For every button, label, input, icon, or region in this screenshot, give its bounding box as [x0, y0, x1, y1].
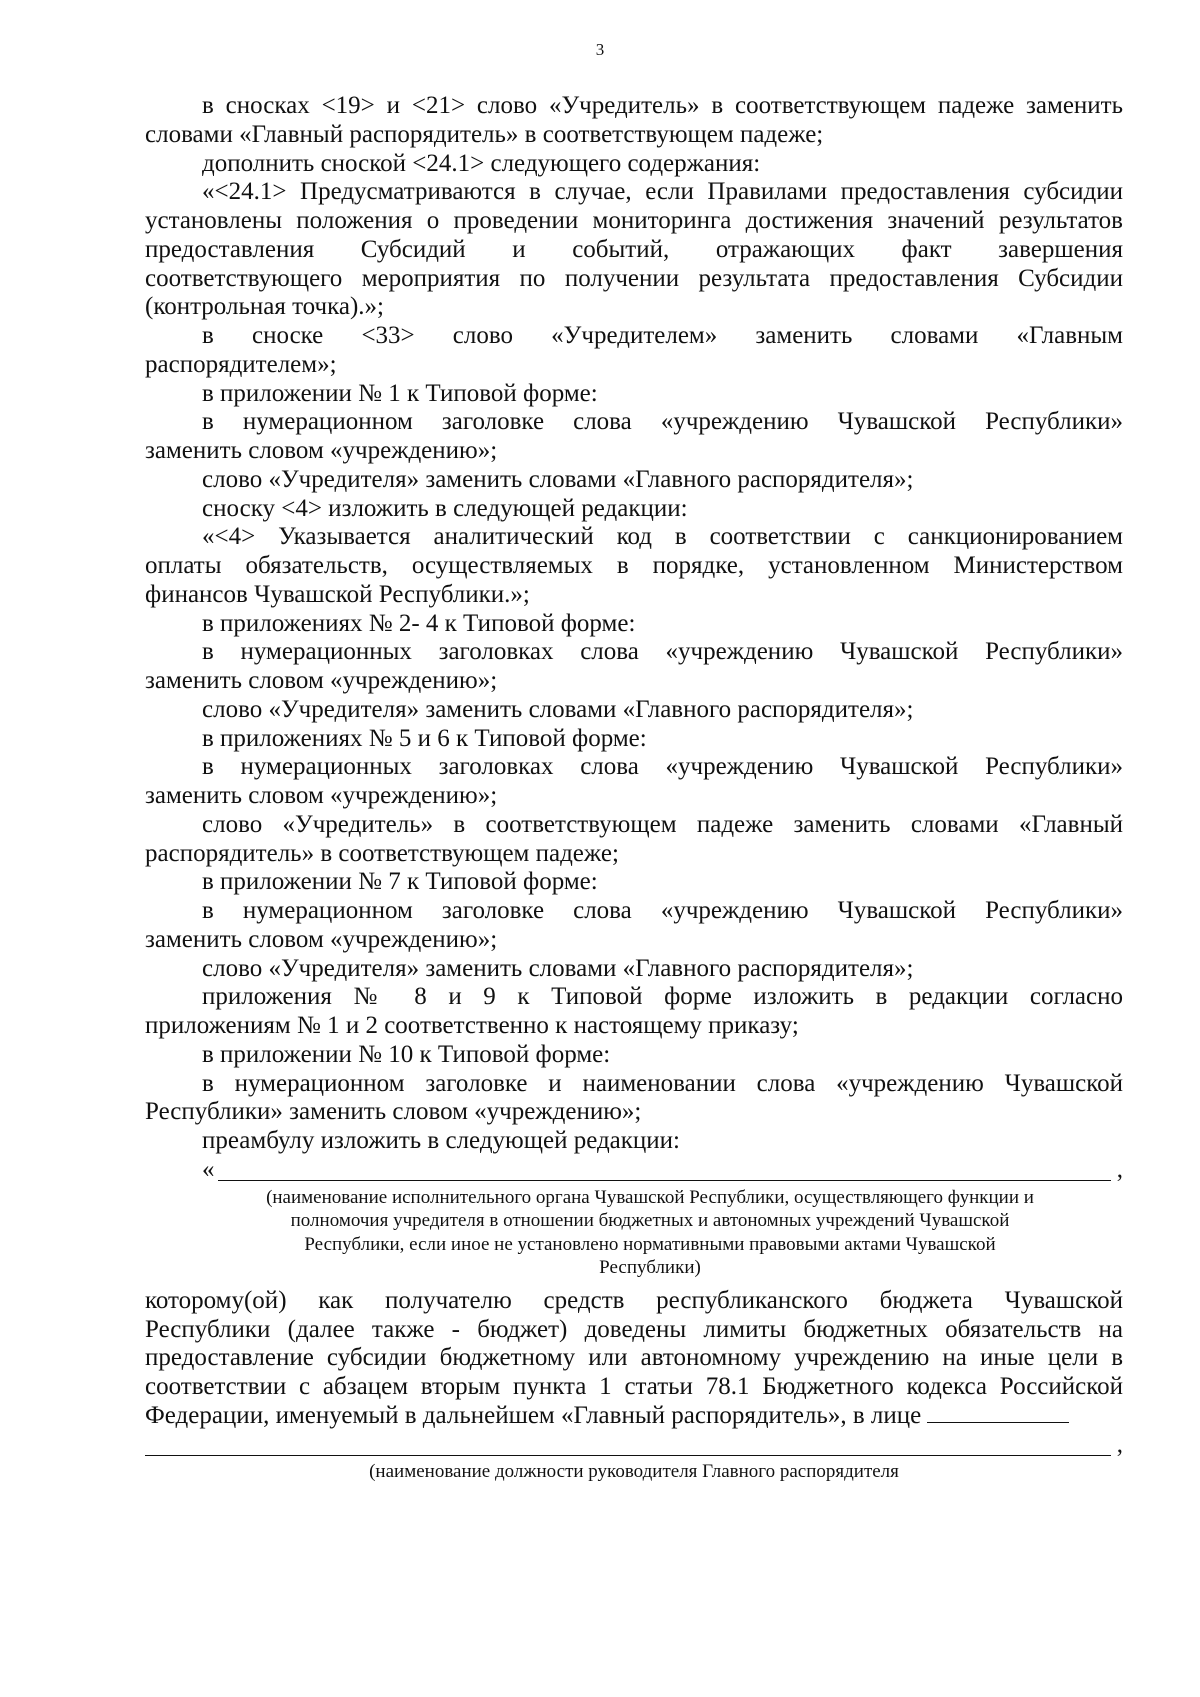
- text-line: финансов Чувашской Республики.»;: [145, 580, 530, 608]
- text-line: в нумерационном заголовке и наименовании слова «учреждению Чувашской: [202, 1069, 1123, 1097]
- text-line: преамбулу изложить в следующей редакции:: [202, 1127, 681, 1154]
- caption-line: Республики): [599, 1257, 701, 1279]
- text-line: (контрольная точка).»;: [145, 293, 384, 321]
- text-line: «<24.1> Предусматриваются в случае, если Правилами предоставления субсидии: [202, 178, 1123, 206]
- caption-line: полномочия учредителя в отношении бюджетных и автономных учреждений Чувашской: [290, 1210, 1010, 1232]
- text-line: в приложениях № 5 и 6 к Типовой форме:: [202, 724, 647, 752]
- text-line: заменить словом «учреждению»;: [145, 667, 498, 694]
- text-line: заменить словом «учреждению»;: [145, 925, 498, 953]
- text-line: Республики» заменить словом «учреждению»;: [145, 1098, 642, 1126]
- text-line: «<4> Указывается аналитический код в соответствии с санкционированием: [202, 523, 1123, 551]
- text-line: распорядителем»;: [145, 350, 337, 378]
- text-line: слово «Учредитель» в соответствующем падеже заменить словами «Главный: [202, 810, 1123, 838]
- text-line: Республики (далее также - бюджет) доведены лимиты бюджетных обязательств на: [145, 1315, 1123, 1343]
- preamble-blank-line: [202, 1154, 1123, 1186]
- trailing-comma: ,: [1116, 1155, 1123, 1183]
- text-line: заменить словом «учреждению»;: [145, 782, 498, 809]
- text-line: предоставление субсидии бюджетному или автономному учреждению на иные цели в: [145, 1344, 1123, 1372]
- fill-in-underline: [145, 1455, 1111, 1456]
- trailing-comma: ,: [1116, 1430, 1123, 1458]
- text-line: в нумерационных заголовках слова «учреждению Чувашской Республики»: [202, 753, 1123, 781]
- text-line: предоставления Субсидий и событий, отражающих факт завершения: [145, 235, 1123, 263]
- text-line: слово «Учредителя» заменить словами «Главного распорядителя»;: [202, 465, 914, 493]
- text-line: дополнить сноской <24.1> следующего содержания:: [202, 149, 761, 177]
- caption-head-position: (наименование должности руководителя Главного распорядителя: [369, 1460, 899, 1482]
- caption-line: Республики, если иное не установлено нормативными правовыми актами Чувашской: [304, 1233, 996, 1255]
- text-line: слово «Учредителя» заменить словами «Главного распорядителя»;: [202, 695, 914, 723]
- text-line: в сноске <33> слово «Учредителем» заменить словами «Главным: [202, 322, 1123, 349]
- text-line: распорядитель» в соответствующем падеже;: [145, 839, 619, 867]
- text-line: в приложениях № 2- 4 к Типовой форме:: [202, 609, 636, 637]
- fill-in-underline: [927, 1400, 1069, 1423]
- text-line: в приложении № 10 к Типовой форме:: [202, 1040, 611, 1068]
- text-line: в нумерационном заголовке слова «учреждению Чувашской Республики»: [202, 408, 1123, 436]
- text-line: установлены положения о проведении мониторинга достижения значений результатов: [145, 207, 1123, 234]
- caption-line: (наименование исполнительного органа Чувашской Республики, осуществляющего функции и: [266, 1186, 1034, 1208]
- representative-blank-line: [145, 1429, 1123, 1461]
- text-line: словами «Главный распорядитель» в соответствующем падеже;: [145, 120, 824, 148]
- text-line: слово «Учредителя» заменить словами «Главного распорядителя»;: [202, 954, 914, 982]
- text-line: в приложении № 7 к Типовой форме:: [202, 868, 598, 896]
- text-line: сноску <4> изложить в следующей редакции:: [202, 494, 688, 522]
- text-line: в сносках <19> и <21> слово «Учредитель» в соответствующем падеже заменить: [202, 92, 1123, 119]
- fill-in-underline: [218, 1180, 1111, 1181]
- text-line: в нумерационном заголовке слова «учреждению Чувашской Республики»: [202, 897, 1123, 924]
- text-line: соответствии с абзацем вторым пункта 1 статьи 78.1 Бюджетного кодекса Российской: [145, 1373, 1123, 1400]
- open-quote: «: [202, 1155, 215, 1183]
- page-number: 3: [595, 40, 605, 59]
- text-line: в нумерационных заголовках слова «учреждению Чувашской Республики»: [202, 638, 1123, 666]
- text-line: которому(ой) как получателю средств республиканского бюджета Чувашской: [145, 1286, 1123, 1314]
- text-line: заменить словом «учреждению»;: [145, 437, 498, 464]
- text-line: приложения № 8 и 9 к Типовой форме изложить в редакции согласно: [202, 983, 1123, 1011]
- text-line: в приложении № 1 к Типовой форме:: [202, 379, 598, 407]
- text-line: оплаты обязательств, осуществляемых в порядке, установленном Министерством: [145, 552, 1123, 579]
- text-line: Федерации, именуемый в дальнейшем «Главный распорядитель», в лице: [145, 1400, 1123, 1432]
- text-line: соответствующего мероприятия по получении результата предоставления Субсидии: [145, 264, 1123, 292]
- text-line: приложениям № 1 и 2 соответственно к настоящему приказу;: [145, 1012, 799, 1039]
